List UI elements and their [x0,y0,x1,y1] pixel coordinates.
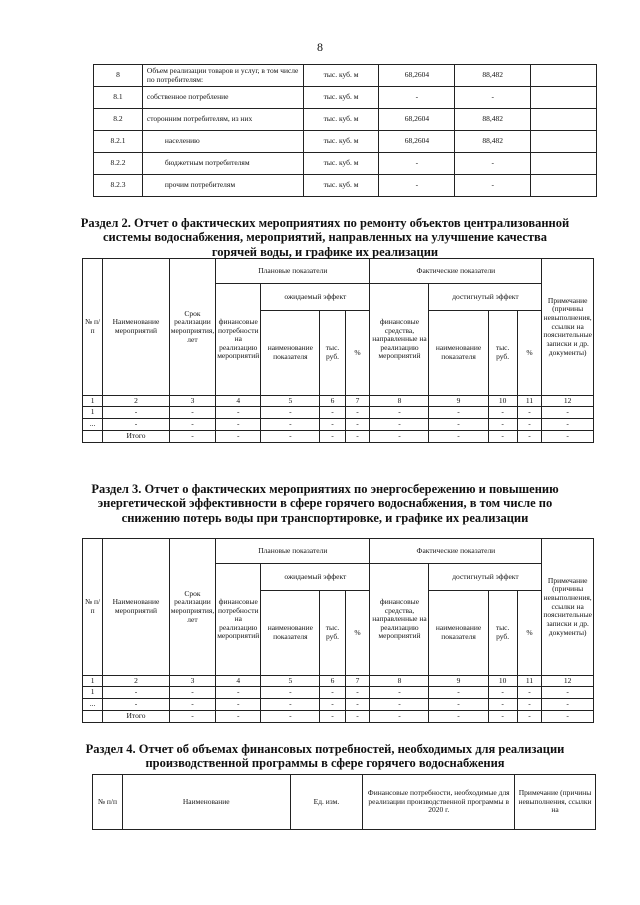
cell: - [261,431,320,443]
header-num: № п/п [93,775,123,830]
header-name: Наименование [122,775,290,830]
table-row [83,687,594,699]
header-percent: % [345,311,370,396]
header-expected: ожидаемый эффект [261,284,370,311]
cell: - [488,431,517,443]
header-term: Срок реализации мероприятия, лет [169,539,215,676]
cell-v2: - [455,175,531,197]
cell-num: 8.2 [94,109,143,131]
cell: - [488,687,517,699]
cell-unit: тыс. куб. м [303,131,379,153]
cell: 6 [320,396,345,407]
cell-v2: 88,482 [455,131,531,153]
cell: - [216,419,261,431]
table-row [94,131,597,153]
cell: - [370,711,429,723]
cell: 1 [83,687,103,699]
cell: - [103,407,170,419]
header-planned: Плановые показатели [216,539,370,564]
cell: - [261,407,320,419]
cell-name: бюджетным потребителям [142,153,303,175]
total-row [83,431,594,443]
cell-unit: тыс. куб. м [303,109,379,131]
cell-num: 8.2.3 [94,175,143,197]
cell: - [488,419,517,431]
cell: 6 [320,676,345,687]
cell-unit: тыс. куб. м [303,153,379,175]
cell: - [320,407,345,419]
header-num: № п/п [83,259,103,396]
cell: - [103,699,170,711]
header-plan-fin: финансовые потребности на реализацию мероприятий [216,284,261,396]
cell: - [169,431,215,443]
cell [83,431,103,443]
section-2-table [82,258,594,443]
cell: 9 [429,676,488,687]
cell-unit: тыс. куб. м [303,87,379,109]
page-number: 8 [317,40,323,54]
header-percent: % [517,591,542,676]
cell: - [345,407,370,419]
table-row [94,153,597,175]
cell: 10 [488,396,517,407]
cell: - [261,687,320,699]
cell: ... [83,699,103,711]
cell: - [216,699,261,711]
cell-v2: 88,482 [455,109,531,131]
cell: - [517,711,542,723]
cell-v2: - [455,87,531,109]
cell-empty [531,175,597,197]
column-number-row [83,396,594,407]
header-indicator: наименование показателя [429,311,488,396]
cell: - [517,699,542,711]
cell: - [261,711,320,723]
cell: 4 [216,396,261,407]
cell: - [370,431,429,443]
table-row [83,407,594,419]
cell: - [517,687,542,699]
cell: - [517,431,542,443]
cell [83,711,103,723]
section-3-title: Раздел 3. Отчет о фактических мероприятиях по энергосбережению и повышению энергетической эффективности в сфере горячего водоснабжения, в том числе по снижению потерь воды при транспортировке, и графике их реализации [91,482,559,525]
cell: - [542,711,594,723]
header-note: Примечание (причины невыполнения, ссылки на пояснительные записки и др. документы) [542,539,594,676]
header-percent: % [517,311,542,396]
cell: - [103,687,170,699]
table-row [94,87,597,109]
cell-v1: - [379,175,455,197]
cell: - [345,711,370,723]
header-fact-fin: финансовые средства, направленные на реализацию мероприятий [370,564,429,676]
cell: 7 [345,676,370,687]
header-achieved: достигнутый эффект [429,564,542,591]
header-plan-fin: финансовые потребности на реализацию мероприятий [216,564,261,676]
cell-empty [531,153,597,175]
cell: - [320,419,345,431]
cell: - [370,687,429,699]
header-thousand-rub: тыс. руб. [488,591,517,676]
header-num: № п/п [83,539,103,676]
cell: 10 [488,676,517,687]
cell-num: 8 [94,65,143,87]
cell-v1: 68,2604 [379,109,455,131]
header-planned: Плановые показатели [216,259,370,284]
cell: 12 [542,676,594,687]
cell: 1 [83,396,103,407]
cell: 9 [429,396,488,407]
cell: - [216,711,261,723]
cell: - [370,407,429,419]
cell-num: 8.2.1 [94,131,143,153]
cell: 3 [169,396,215,407]
cell-empty [531,109,597,131]
cell: Итого [103,431,170,443]
cell-name: собственное потребление [142,87,303,109]
cell: - [542,407,594,419]
cell: ... [83,419,103,431]
cell: - [103,419,170,431]
header-financial-needs: Финансовые потребности, необходимые для реализации производственной программы в 2020 г. [363,775,515,830]
cell-empty [531,131,597,153]
table-row [83,419,594,431]
cell-unit: тыс. куб. м [303,175,379,197]
cell: - [370,419,429,431]
cell: - [320,699,345,711]
cell: Итого [103,711,170,723]
cell-name: Объем реализации товаров и услуг, в том числе по потребителям: [142,65,303,87]
header-note: Примечание (причины невыполнения, ссылки на пояснительные записки и др. документы) [542,259,594,396]
cell: - [169,419,215,431]
cell-name: прочим потребителям [142,175,303,197]
table-row [83,699,594,711]
cell: 1 [83,407,103,419]
cell: - [345,687,370,699]
cell: 2 [103,396,170,407]
cell: - [320,431,345,443]
section-4-table [92,774,596,830]
cell: - [429,407,488,419]
cell-empty [531,87,597,109]
cell-v1: 68,2604 [379,65,455,87]
cell-v1: - [379,87,455,109]
cell: - [320,687,345,699]
cell-v1: 68,2604 [379,131,455,153]
header-achieved: достигнутый эффект [429,284,542,311]
column-number-row [83,676,594,687]
cell: - [542,431,594,443]
cell: - [216,687,261,699]
header-indicator: наименование показателя [261,591,320,676]
cell: - [429,687,488,699]
cell-num: 8.1 [94,87,143,109]
cell-v2: 88,482 [455,65,531,87]
header-indicator: наименование показателя [429,591,488,676]
cell: - [345,431,370,443]
cell: - [169,699,215,711]
header-name: Наименование мероприятий [103,259,170,396]
cell: 2 [103,676,170,687]
cell: - [429,711,488,723]
cell: 11 [517,396,542,407]
cell: - [216,407,261,419]
header-actual: Фактические показатели [370,539,542,564]
cell: - [169,407,215,419]
cell: - [488,699,517,711]
header-name: Наименование мероприятий [103,539,170,676]
cell-unit: тыс. куб. м [303,65,379,87]
header-actual: Фактические показатели [370,259,542,284]
cell: - [488,407,517,419]
cell: - [345,699,370,711]
cell: - [429,431,488,443]
header-expected: ожидаемый эффект [261,564,370,591]
header-thousand-rub: тыс. руб. [320,591,345,676]
cell: 3 [169,676,215,687]
cell-num: 8.2.2 [94,153,143,175]
table-row [94,109,597,131]
cell: 11 [517,676,542,687]
cell-name: сторонним потребителям, из них [142,109,303,131]
cell: - [261,699,320,711]
cell: - [216,431,261,443]
header-unit: Ед. изм. [290,775,363,830]
cell: 4 [216,676,261,687]
cell-name: населению [142,131,303,153]
cell: - [517,407,542,419]
cell: 1 [83,676,103,687]
table-row [94,175,597,197]
cell: 12 [542,396,594,407]
header-thousand-rub: тыс. руб. [488,311,517,396]
section-3-table [82,538,594,723]
cell: - [517,419,542,431]
cell: - [542,699,594,711]
cell: - [169,687,215,699]
table-row [94,65,597,87]
header-note: Примечание (причины невыполнения, ссылки на [515,775,596,830]
cell: 8 [370,676,429,687]
cell: - [261,419,320,431]
section-4-title: Раздел 4. Отчет об объемах финансовых потребностей, необходимых для реализации производственной программы в сфере горячего водоснабжения [85,742,565,771]
cell: 5 [261,676,320,687]
section-2-title: Раздел 2. Отчет о фактических мероприятиях по ремонту объектов централизованной системы водоснабжения, мероприятий, направленных на улучшение качества горячей воды, и графике их реализации [80,216,570,259]
header-thousand-rub: тыс. руб. [320,311,345,396]
cell-empty [531,65,597,87]
total-row [83,711,594,723]
cell: - [345,419,370,431]
cell: - [488,711,517,723]
cell: - [542,419,594,431]
header-indicator: наименование показателя [261,311,320,396]
cell: - [429,699,488,711]
cell: - [169,711,215,723]
cell: 5 [261,396,320,407]
cell-v1: - [379,153,455,175]
cell: 8 [370,396,429,407]
cell-v2: - [455,153,531,175]
cell: - [320,711,345,723]
header-percent: % [345,591,370,676]
cell: - [370,699,429,711]
header-term: Срок реализации мероприятия, лет [169,259,215,396]
header-fact-fin: финансовые средства, направленные на реализацию мероприятий [370,284,429,396]
cell: 7 [345,396,370,407]
cell: - [542,687,594,699]
sales-volume-table [93,64,597,197]
cell: - [429,419,488,431]
